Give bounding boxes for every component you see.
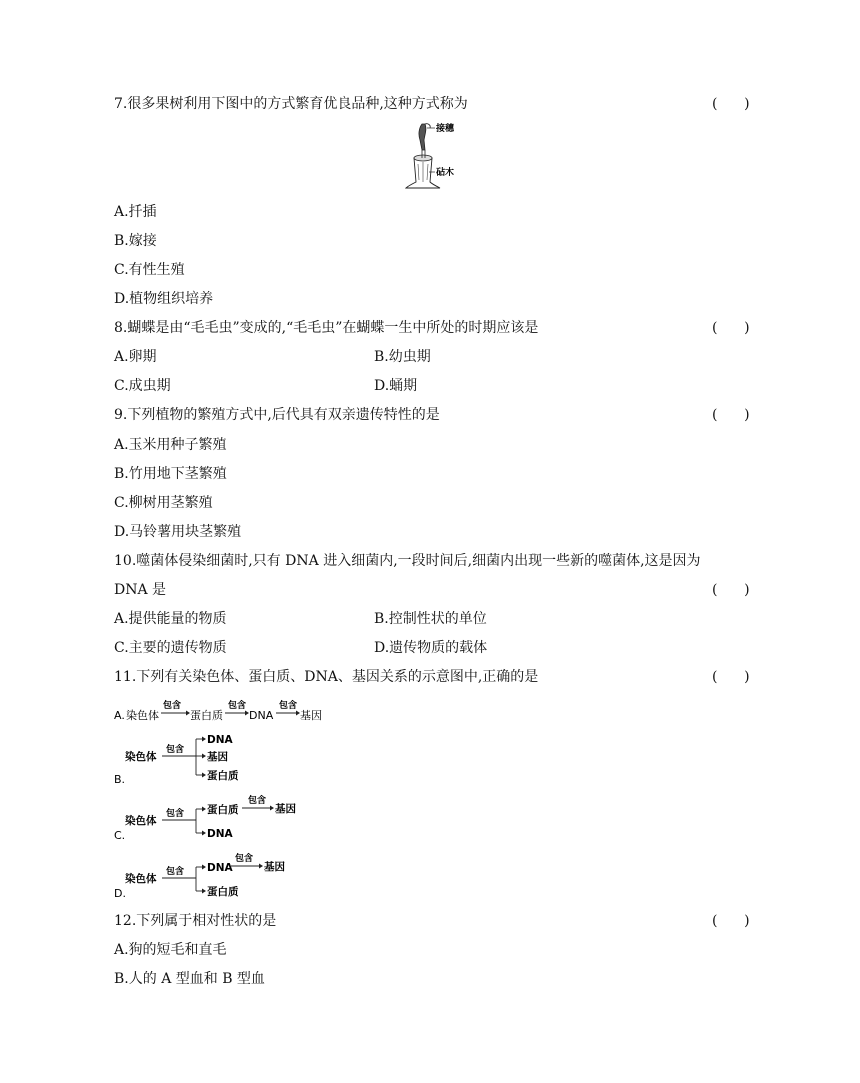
- q7-stem: 7.很多果树利用下图中的方式繁育优良品种,这种方式称为: [114, 96, 468, 112]
- q12-answer-paren: ( ): [712, 913, 750, 929]
- q11-d-contain-2: 包含: [235, 854, 254, 864]
- q8-answer-paren: ( ): [712, 320, 750, 336]
- q11-option-a-diagram: [114, 696, 344, 724]
- q11-c-letter: C.: [114, 829, 126, 842]
- q11-d-bottom: 蛋白质: [207, 886, 239, 898]
- q7-option-a: A.扦插: [114, 204, 157, 220]
- q11-stem: 11.下列有关染色体、蛋白质、DNA、基因关系的示意图中,正确的是: [114, 669, 539, 685]
- q11-a-term-4: 基因: [300, 709, 322, 722]
- q11-c-top-next: 基因: [275, 803, 296, 815]
- q8-option-b: B.幼虫期: [374, 349, 431, 365]
- q11-b-letter: B.: [114, 773, 126, 786]
- q12-option-a: A.狗的短毛和直毛: [114, 942, 227, 958]
- grafting-figure: [400, 120, 470, 192]
- q10-option-b: B.控制性状的单位: [374, 611, 487, 627]
- q11-a-contain-1: 包含: [163, 701, 182, 711]
- q11-a-contain-3: 包含: [279, 701, 298, 711]
- q11-b-contain: 包含: [166, 745, 185, 755]
- q10-answer-paren: ( ): [712, 582, 750, 598]
- q7-answer-paren: ( ): [712, 96, 750, 112]
- q11-c-contain: 包含: [166, 809, 185, 819]
- q10-stem-line1: 10.噬菌体侵染细菌时,只有 DNA 进入细菌内,一段时间后,细菌内出现一些新的噬菌体,这是因为: [114, 553, 701, 569]
- q9-option-d: D.马铃薯用块茎繁殖: [114, 524, 242, 540]
- q11-b-branch-3: 蛋白质: [207, 770, 239, 782]
- q10-option-a: A.提供能量的物质: [114, 611, 227, 627]
- q11-b-root: 染色体: [125, 751, 157, 763]
- q8-option-a: A.卵期: [114, 349, 157, 365]
- q7-option-d: D.植物组织培养: [114, 291, 214, 307]
- q11-b-branch-1: DNA: [207, 734, 233, 746]
- q8-stem: 8.蝴蝶是由“毛毛虫”变成的,“毛毛虫”在蝴蝶一生中所处的时期应该是: [114, 320, 539, 336]
- q11-d-contain: 包含: [166, 867, 185, 877]
- q9-option-b: B.竹用地下茎繁殖: [114, 466, 227, 482]
- q9-option-a: A.玉米用种子繁殖: [114, 437, 227, 453]
- q9-stem: 9.下列植物的繁殖方式中,后代具有双亲遗传特性的是: [114, 407, 440, 423]
- q10-option-c: C.主要的遗传物质: [114, 640, 227, 656]
- q9-answer-paren: ( ): [712, 407, 750, 423]
- q11-c-top: 蛋白质: [207, 804, 239, 816]
- q11-c-root: 染色体: [125, 815, 157, 827]
- q8-option-c: C.成虫期: [114, 378, 171, 394]
- q11-option-b-diagram: [114, 731, 254, 787]
- stock-label: 砧木: [436, 168, 455, 178]
- q8-option-d: D.蛹期: [374, 378, 418, 394]
- q12-stem: 12.下列属于相对性状的是: [114, 913, 277, 929]
- q7-option-c: C.有性生殖: [114, 262, 185, 278]
- q11-a-term-3: DNA: [249, 709, 274, 722]
- q11-d-top: DNA: [207, 862, 233, 874]
- q11-c-bottom: DNA: [207, 828, 233, 840]
- q11-b-branch-2: 基因: [207, 751, 228, 763]
- q11-a-term-2: 蛋白质: [190, 709, 223, 722]
- scion-label: 接穗: [436, 124, 455, 134]
- q12-option-b: B.人的 A 型血和 B 型血: [114, 971, 265, 987]
- q11-option-c-diagram: [114, 791, 314, 843]
- q11-a-term-1: 染色体: [126, 709, 159, 722]
- q11-d-root: 染色体: [125, 873, 157, 885]
- q11-answer-paren: ( ): [712, 669, 750, 685]
- q7-option-b: B.嫁接: [114, 233, 157, 249]
- q11-d-top-next: 基因: [264, 861, 285, 873]
- q10-stem-line2: DNA 是: [114, 582, 167, 598]
- q10-option-d: D.遗传物质的载体: [374, 640, 488, 656]
- q11-a-prefix: A.: [114, 709, 125, 722]
- q11-a-contain-2: 包含: [228, 701, 247, 711]
- q11-c-contain-2: 包含: [248, 796, 267, 806]
- q11-d-letter: D.: [114, 887, 126, 900]
- q9-option-c: C.柳树用茎繁殖: [114, 495, 213, 511]
- q11-option-d-diagram: [114, 849, 314, 901]
